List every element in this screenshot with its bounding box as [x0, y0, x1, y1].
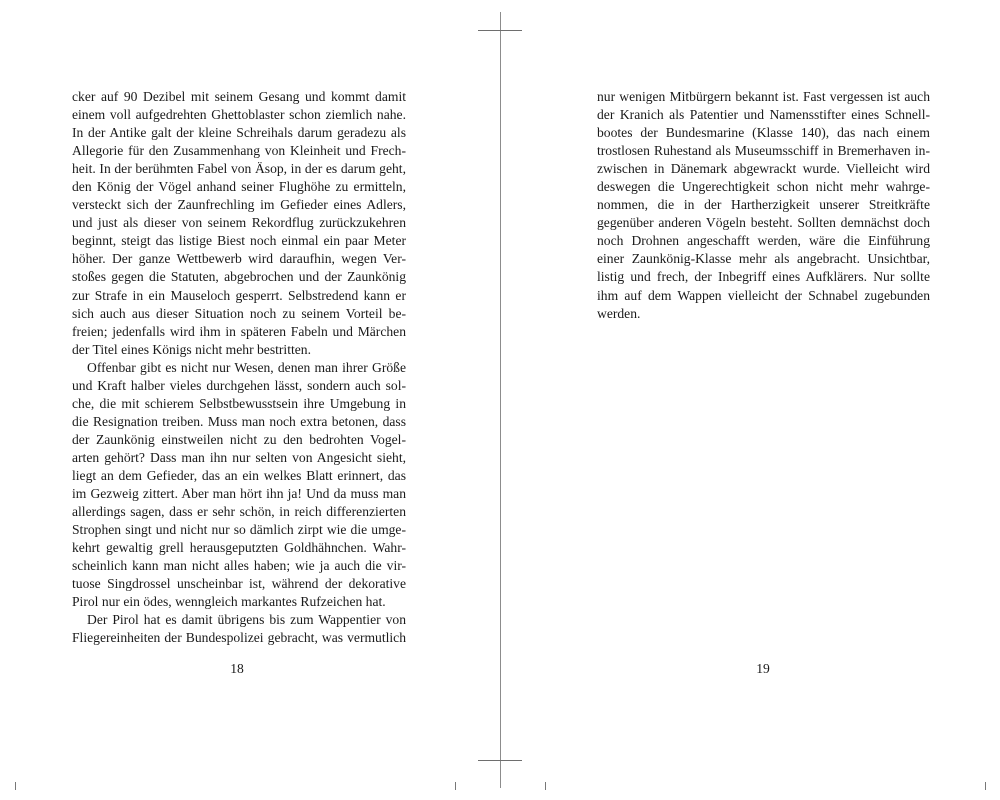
text-line: ihm auf dem Wappen vielleicht der Schnabel zugebunden — [597, 287, 930, 303]
text-line: noch Drohnen angeschafft werden, wäre die Einführung — [597, 233, 930, 249]
paragraph-end-line: Pirol nur ein ödes, wenngleich markantes Rufzeichen hat. — [72, 594, 386, 610]
text-line: liegt an dem Gefieder, das an ein welkes Blatt erinnert, das — [72, 467, 406, 483]
text-line: und Kraft halber vieles durchgehen lässt, sondern auch sol- — [72, 377, 406, 393]
text-line: zwischen in Dänemark abgewrackt wurde. Vielleicht wird — [597, 161, 930, 177]
text-line: deswegen die Ungerechtigkeit schon nicht mehr wahrge- — [597, 179, 930, 195]
text-line: stoßes gegen die Statuten, abgebrochen und der Zaunkönig — [72, 269, 406, 285]
text-line: scheinlich kann man nicht alles haben; wie ja auch die vir- — [72, 558, 406, 574]
text-line: allerdings sagen, dass er sehr schön, in reich differenzierten — [72, 504, 406, 520]
paragraph-end-line: der Titel eines Königs nicht mehr bestritten. — [72, 341, 311, 357]
text-line: cker auf 90 Dezibel mit seinem Gesang und kommt damit — [72, 89, 406, 104]
text-line: kehrt gewaltig grell herausgeputzten Goldhähnchen. Wahr- — [72, 540, 406, 556]
crop-tick — [15, 782, 16, 790]
paragraph-end-line: werden. — [597, 305, 641, 321]
crop-tick — [985, 782, 986, 790]
text-line: und just als dieser von seinem Rekordflug zurückzukehren — [72, 215, 406, 231]
crop-mark-top — [478, 30, 522, 31]
text-line: einer Zaunkönig-Klasse mehr als angebracht. Unsichtbar, — [597, 251, 930, 267]
text-line: gegenüber anderen Vögeln besteht. Sollten demnächst doch — [597, 215, 930, 231]
text-line: In der Antike galt der kleine Schreihals darum geradezu als — [72, 125, 406, 141]
text-line: heit. In der berühmten Fabel von Äsop, in der es darum geht, — [72, 161, 406, 177]
text-line: arten gehört? Dass man ihn nur selten von Angesicht sieht, — [72, 449, 406, 465]
text-line: zur Strafe in ein Mauseloch gesperrt. Selbstredend kann er — [72, 287, 406, 303]
paragraph-start-line: Der Pirol hat es damit übrigens bis zum Wappentier von — [87, 612, 406, 628]
text-line: bootes der Bundesmarine (Klasse 140), das nach einem — [597, 125, 930, 141]
text-line: freien; jedenfalls wird ihm in späteren Fabeln und Märchen — [72, 323, 406, 339]
text-line: listig und frech, der Inbegriff eines Aufklärers. Nur sollte — [597, 269, 930, 285]
text-line: versteckt sich der Zaunfrechling im Gefieder eines Adlers, — [72, 197, 406, 213]
text-line: trostlosen Ruhestand als Museumsschiff in Bremerhaven in- — [597, 143, 930, 159]
crop-tick — [455, 782, 456, 790]
text-line: höher. Der ganze Wettbewerb wird daraufhin, wegen Ver- — [72, 251, 406, 267]
text-line: che, die mit schierem Selbstbewusstsein ihre Umgebung in — [72, 395, 406, 411]
page-number-left: 18 — [230, 661, 244, 676]
text-line: einem voll aufgedrehten Ghettoblaster schon ziemlich nahe. — [72, 107, 406, 123]
right-page-text — [597, 88, 930, 323]
text-line: Fliegereinheiten der Bundespolizei gebracht, was vermutlich — [72, 630, 406, 646]
page-number-right: 19 — [756, 661, 770, 676]
crop-mark-bottom — [478, 760, 522, 761]
text-line: nur wenigen Mitbürgern bekannt ist. Fast vergessen ist auch — [597, 89, 930, 104]
crop-tick — [545, 782, 546, 790]
text-line: der Zaunkönig einstweilen nicht zu den bedrohten Vogel- — [72, 431, 406, 447]
text-line: der Kranich als Patentier und Namensstifter eines Schnell- — [597, 107, 930, 123]
text-line: Strophen singt und nicht nur so dämlich zirpt wie die umge- — [72, 522, 406, 538]
left-page-text — [72, 88, 406, 647]
text-line: Allegorie für den Zusammenhang von Kleinheit und Frech- — [72, 143, 406, 159]
gutter-line — [500, 12, 501, 788]
text-line: nommen, die in der Hartherzigkeit unserer Streitkräfte — [597, 197, 930, 213]
paragraph-start-line: Offenbar gibt es nicht nur Wesen, denen man ihrer Größe — [87, 359, 406, 375]
text-line: beginnt, steigt das listige Biest noch einmal ein paar Meter — [72, 233, 406, 249]
text-line: sich auch aus dieser Situation noch zu seinem Vorteil be- — [72, 305, 406, 321]
text-line: die Resignation treiben. Muss man noch extra betonen, dass — [72, 413, 406, 429]
text-line: den König der Vögel anhand seiner Flughöhe zu ermitteln, — [72, 179, 406, 195]
text-line: im Gezweig zittert. Aber man hört ihn ja! Und da muss man — [72, 486, 406, 502]
text-line: tuose Singdrossel unscheinbar ist, während der dekorative — [72, 576, 406, 592]
